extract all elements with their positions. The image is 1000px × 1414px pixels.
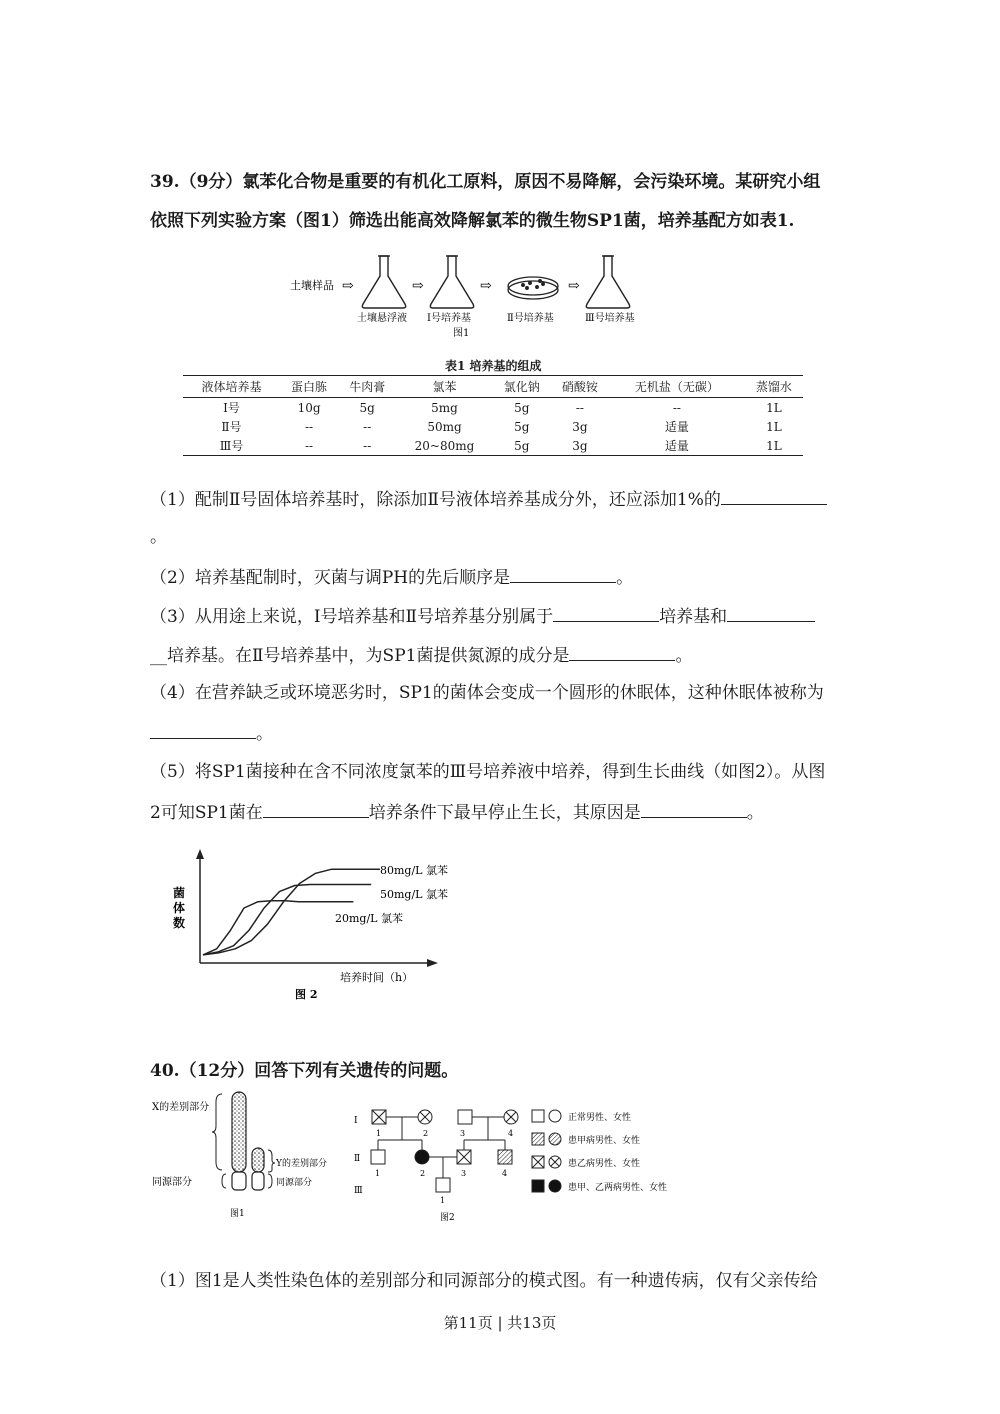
q39-sub5-text: （5）将SP1菌接种在含不同浓度氯苯的Ⅲ号培养液中培养，得到生长曲线（如图2）。从图 <box>150 762 826 782</box>
fig2-legend-80: 80mg/L 氯苯 <box>380 864 448 877</box>
table-cell: 3g <box>572 419 588 434</box>
table-cell: -- <box>338 436 396 456</box>
fig1-arrow-4: ⇨ <box>568 278 580 294</box>
fig1-label-3: Ⅱ号培养基 <box>507 313 554 324</box>
table-cell: -- <box>363 419 372 434</box>
table-cell: -- <box>672 400 681 415</box>
q39-sub5-line2 <box>150 801 764 823</box>
fig2-ylabel-char: 体 <box>173 901 186 915</box>
table-cell: 适量 <box>609 436 745 456</box>
x-chromosome <box>232 1092 246 1172</box>
table1-header: 氯化钠 <box>493 376 551 398</box>
fig2-ylabel-char: 数 <box>173 916 186 930</box>
table1 <box>183 375 803 456</box>
q39-sub3-cont: __培养基。在Ⅱ号培养基中，为SP1菌提供氮源的成分是 <box>150 646 570 666</box>
table1-header: 氯苯 <box>396 376 492 398</box>
q39-sub4-text: （4）在营养缺乏或环境恶劣时，SP1的菌体会变成一个圆形的休眠体，这种休眠体被称为 <box>150 683 824 703</box>
pedigree-num: 1 <box>376 1129 382 1138</box>
q39-title-line1: 39.（9分）氯苯化合物是重要的有机化工原料，原因不易降解，会污染环境。某研究小组 <box>150 172 821 192</box>
q40-title: 40.（12分）回答下列有关遗传的问题。 <box>150 1061 459 1081</box>
x-homolog-segment <box>232 1172 246 1190</box>
legend-normal-female-icon <box>549 1110 561 1122</box>
legend-normal-label: 正常男性、女性 <box>568 1113 632 1123</box>
answer-blank[interactable] <box>553 605 659 622</box>
table1-header: 无机盐（无碳） <box>609 376 745 398</box>
pedigree-I3 <box>458 1110 472 1124</box>
table1-header: 液体培养基 <box>183 376 280 398</box>
y-brace <box>268 1150 275 1172</box>
x-diff-label: X的差别部分 <box>152 1102 210 1113</box>
legend-disease-a-female-icon <box>549 1133 561 1145</box>
fig2-x-arrow <box>427 959 438 967</box>
homolog-brace-left <box>222 1174 226 1188</box>
q39-sub4-line1 <box>150 683 824 703</box>
table-cell: Ⅱ号 <box>221 420 242 434</box>
pedigree-num: 4 <box>502 1169 508 1178</box>
homolog-label-left: 同源部分 <box>152 1177 192 1188</box>
q39-figure2 <box>155 845 475 1005</box>
q39-sub5-cont: 2可知SP1菌在 <box>150 803 263 823</box>
q39-sub1-line2 <box>150 527 167 547</box>
fig1-arrow-2: ⇨ <box>412 278 424 294</box>
fig1-label-2: Ⅰ号培养基 <box>427 313 471 324</box>
homolog-brace-right <box>268 1174 272 1188</box>
q39-sub1-text: （1）配制Ⅱ号固体培养基时，除添加Ⅱ号液体培养基成分外，还应添加1%的 <box>150 490 721 510</box>
q40-figure1 <box>150 1088 350 1223</box>
table-cell: 5g <box>359 400 375 415</box>
q39-sub1-end: 。 <box>150 527 167 547</box>
q39-sub1-line1 <box>150 488 827 510</box>
table-cell: 3g <box>551 436 609 456</box>
flask-icon-2 <box>430 256 473 308</box>
table-cell: 5mg <box>431 400 458 415</box>
table-cell: 5g <box>514 419 530 434</box>
gen-label-2: Ⅱ <box>354 1154 361 1164</box>
table-cell: -- <box>304 419 314 434</box>
q39-title-line2: 依照下列实验方案（图1）筛选出能高效降解氯苯的微生物SP1菌，培养基配方如表1. <box>150 211 795 231</box>
table1-header: 硝酸铵 <box>551 376 609 398</box>
fig1-arrow-1: ⇨ <box>342 278 354 294</box>
q39-sub5-mid: 培养条件下最早停止生长，其原因是 <box>368 803 641 823</box>
pedigree-I4 <box>504 1110 518 1124</box>
answer-blank[interactable] <box>641 801 747 818</box>
fig1-caption: 图1 <box>453 328 470 339</box>
q40-fig2-caption: 图2 <box>440 1213 455 1223</box>
table1-caption: 表1 培养基的组成 <box>445 359 542 373</box>
gen-label-1: Ⅰ <box>354 1116 358 1126</box>
legend-disease-b-female-icon <box>549 1156 561 1168</box>
fig1-arrow-3: ⇨ <box>480 278 492 294</box>
q39-sub2-end: 。 <box>616 568 634 588</box>
q39-sub3-text: （3）从用途上来说，Ⅰ号培养基和Ⅱ号培养基分别属于 <box>150 607 554 627</box>
gen-label-3: Ⅲ <box>354 1186 363 1196</box>
legend-both-label: 患甲、乙两病男性、女性 <box>568 1183 668 1193</box>
q39-sub3-line1 <box>150 605 815 627</box>
x-brace <box>212 1094 222 1170</box>
y-chromosome <box>252 1148 264 1172</box>
flask-icon-1 <box>362 256 405 308</box>
pedigree-II3 <box>457 1150 471 1164</box>
fig2-ylabel-char: 菌 <box>173 886 186 900</box>
table-cell: 20~80mg <box>396 436 492 456</box>
table-cell: 1L <box>766 419 782 434</box>
table1-header: 蒸馏水 <box>745 376 803 398</box>
table-cell: -- <box>575 400 584 415</box>
q40-fig1-caption: 图1 <box>230 1209 245 1219</box>
fig1-source-label: 土壤样品 <box>290 279 334 292</box>
y-diff-label: Y的差别部分 <box>276 1159 327 1169</box>
legend-disease-a-label: 患甲病男性、女性 <box>568 1136 641 1146</box>
table-cell: -- <box>280 436 338 456</box>
answer-blank[interactable] <box>727 605 815 622</box>
table-cell: 10g <box>297 400 321 415</box>
pedigree-II1 <box>371 1150 385 1164</box>
q39-sub4-line2 <box>150 722 273 744</box>
table-row <box>183 436 803 456</box>
q39-sub4-end: 。 <box>256 724 273 744</box>
pedigree-I2 <box>418 1110 432 1124</box>
pedigree-num: 4 <box>508 1129 514 1138</box>
answer-blank[interactable] <box>510 566 616 583</box>
fig2-legend-50: 50mg/L 氯苯 <box>380 888 448 901</box>
petri-dish-icon <box>508 277 558 299</box>
y-homolog-segment <box>252 1172 264 1190</box>
table-cell: 1L <box>745 436 803 456</box>
q39-sub3-end: 。 <box>675 646 693 666</box>
table-cell: 50mg <box>427 419 462 434</box>
pedigree-num: 3 <box>461 1169 467 1178</box>
answer-blank[interactable] <box>721 488 827 505</box>
homolog-label-right: 同源部分 <box>276 1178 313 1188</box>
pedigree-II2 <box>415 1150 429 1164</box>
pedigree-num: 3 <box>460 1129 466 1138</box>
fig2-caption: 图 2 <box>295 988 318 1001</box>
table-cell: 适量 <box>664 420 689 434</box>
table-cell: 5g <box>493 436 551 456</box>
fig2-y-arrow <box>196 849 204 859</box>
table-cell: Ⅰ号 <box>223 401 240 415</box>
q40-figure2 <box>350 1100 690 1225</box>
q40-sub1: （1）图1是人类性染色体的差别部分和同源部分的模式图。有一种遗传病，仅有父亲传给 <box>150 1271 818 1291</box>
pedigree-I1 <box>372 1110 386 1124</box>
pedigree-II4 <box>498 1150 512 1164</box>
q39-sub3-line2 <box>150 644 692 666</box>
answer-blank[interactable] <box>150 722 256 739</box>
legend-disease-b-label: 患乙病男性、女性 <box>568 1159 641 1169</box>
q39-figure1 <box>285 248 655 340</box>
pedigree-num: 2 <box>420 1169 426 1178</box>
pedigree-num: 1 <box>375 1169 381 1178</box>
pedigree-num: 2 <box>423 1129 429 1138</box>
legend-disease-b-male-icon <box>532 1156 544 1168</box>
table-cell: Ⅲ号 <box>183 436 280 456</box>
fig2-legend-20: 20mg/L 氯苯 <box>335 912 403 925</box>
legend-both-male-icon <box>532 1180 544 1192</box>
q39-sub5-line1 <box>150 762 825 782</box>
pedigree-III1 <box>436 1178 450 1192</box>
answer-blank[interactable] <box>569 644 675 661</box>
flask-icon-3 <box>586 256 629 308</box>
legend-both-female-icon <box>549 1180 561 1192</box>
pedigree-lines <box>378 1117 508 1178</box>
pedigree-num: 1 <box>440 1196 446 1205</box>
page-footer: 第11页 | 共13页 <box>443 1314 557 1332</box>
legend-normal-male-icon <box>532 1110 544 1122</box>
q39-sub2 <box>150 566 633 588</box>
table-row <box>183 398 803 418</box>
q39-sub5-end: 。 <box>746 803 764 823</box>
table1-header-row <box>183 376 803 398</box>
answer-blank[interactable] <box>263 801 369 818</box>
table-row <box>183 417 803 436</box>
fig1-label-4: Ⅲ号培养基 <box>585 313 635 324</box>
fig1-label-1: 土壤悬浮液 <box>357 313 407 324</box>
table-cell: 5g <box>514 400 530 415</box>
table1-header: 蛋白胨 <box>280 376 338 398</box>
q39-sub2-text: （2）培养基配制时，灭菌与调PH的先后顺序是 <box>150 568 511 588</box>
q39-sub3-mid: 培养基和 <box>659 607 728 627</box>
fig2-xlabel: 培养时间（h） <box>340 971 414 984</box>
table1-header: 牛肉膏 <box>338 376 396 398</box>
table-cell: 1L <box>766 400 782 415</box>
legend-disease-a-male-icon <box>532 1133 544 1145</box>
